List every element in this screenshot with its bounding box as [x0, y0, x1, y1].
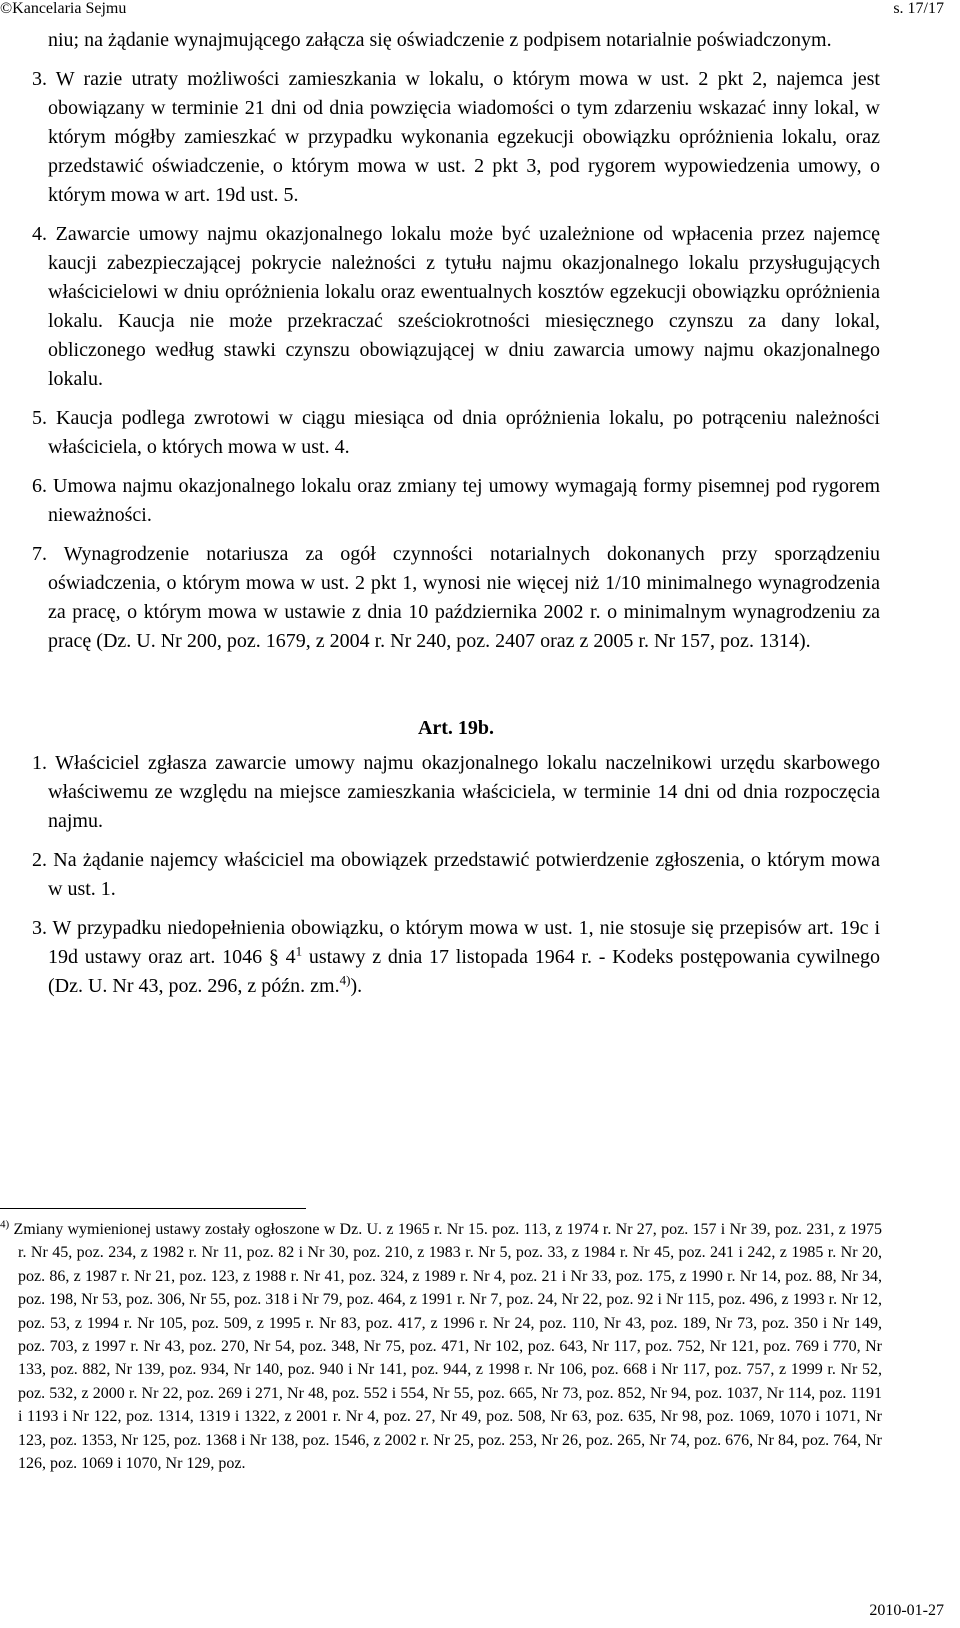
- paragraph-4: 4. Zawarcie umowy najmu okazjonalnego lokalu może być uzależnione od wpłacenia przez najemcę kaucji zabezpieczającej pokrycie należności z tytułu najmu okazjonalnego lokalu przysługujących właścicielowi w dniu opróżnienia lokalu oraz ewentualnych kosztów egzekucji obowiązku opróżnienia lokalu. Kaucja nie może przekraczać sześciokrotności miesięcznego czynszu za dany lokal, obliczonego według stawki czynszu obowiązującej w dniu zawarcia umowy najmu okazjonalnego lokalu.: [32, 223, 880, 390]
- article-19b-paragraph-3: [32, 914, 880, 1001]
- copyright-label: ©Kancelaria Sejmu: [0, 0, 127, 17]
- document-body: [32, 26, 880, 1001]
- page-header: [0, 0, 960, 22]
- paragraph-6: 6. Umowa najmu okazjonalnego lokalu oraz zmiany tej umowy wymagają formy pisemnej pod rygorem nieważności.: [32, 475, 880, 526]
- footnote-text: Zmiany wymienionej ustawy zostały ogłoszone w Dz. U. z 1965 r. Nr 15. poz. 113, z 1974 r. Nr 27, poz. 157 i Nr 39, poz. 231, z 1975 r. Nr 45, poz. 234, z 1982 r. Nr 11, poz. 82 i Nr 30, poz. 210, z 1983 r. Nr 5, poz. 33, z 1984 r. Nr 45, poz. 241 i 242, z 1985 r. Nr 20, poz. 86, z 1987 r. Nr 21, poz. 123, z 1988 r. Nr 41, poz. 324, z 1989 r. Nr 4, poz. 21 i Nr 33, poz. 175, z 1990 r. Nr 14, poz. 88, Nr 34, poz. 198, Nr 53, poz. 306, Nr 55, poz. 318 i Nr 79, poz. 464, z 1991 r. Nr 7, poz. 24, Nr 22, poz. 92 i Nr 115, poz. 496, z 1993 r. Nr 12, poz. 53, z 1994 r. Nr 105, poz. 509, z 1995 r. Nr 83, poz. 417, z 1996 r. Nr 24, poz. 110, Nr 43, poz. 189, Nr 73, poz. 350 i Nr 149, poz. 703, z 1997 r. Nr 43, poz. 270, Nr 54, poz. 348, Nr 75, poz. 471, Nr 102, poz. 643, Nr 117, poz. 752, Nr 121, poz. 769 i 770, Nr 133, poz. 882, Nr 139, poz. 934, Nr 140, poz. 940 i Nr 141, poz. 944, z 1998 r. Nr 106, poz. 668 i Nr 117, poz. 757, z 1999 r. Nr 52, poz. 532, z 2000 r. Nr 22, poz. 269 i 271, Nr 48, poz. 552 i 554, Nr 55, poz. 665, Nr 73, poz. 852, Nr 94, poz. 1037, Nr 114, poz. 1191 i 1193 i Nr 122, poz. 1314, 1319 i 1322, z 2001 r. Nr 4, poz. 27, Nr 49, poz. 508, Nr 63, poz. 635, Nr 98, poz. 1069, 1070 i 1071, Nr 123, poz. 1353, Nr 125, poz. 1368 i Nr 138, poz. 1546, z 2002 r. Nr 25, poz. 253, Nr 26, poz. 265, Nr 74, poz. 676, Nr 84, poz. 764, Nr 126, poz. 1069 i 1070, Nr 129, poz.: [9, 1221, 882, 1473]
- paragraph-3: 3. W razie utraty możliwości zamieszkania w lokalu, o którym mowa w ust. 2 pkt 2, najemca jest obowiązany w terminie 21 dni od dnia powzięcia wiadomości o tym zdarzeniu wskazać inny lokal, w którym mógłby zamieszkać w przypadku wykonania egzekucji obowiązku opróżnienia lokalu, oraz przedstawić oświadczenie, o którym mowa w ust. 2 pkt 3, pod rygorem wypowiedzenia umowy, o którym mowa w art. 19d ust. 5.: [32, 68, 880, 206]
- footnote: [0, 1218, 882, 1475]
- document-date: 2010-01-27: [869, 1602, 944, 1619]
- footnote-ref-4: 4): [339, 972, 351, 988]
- paragraph-3-text-a: 3. W przypadku niedopełnienia obowiązku, o którym mowa w ust. 1, nie stosuje się przepisów art. 19c i 19d ustawy oraz art. 1046 § 4: [32, 917, 880, 968]
- paragraph-3-text-b: ustawy z dnia 17 listopada 1964 r. - Kodeks postępowania cywilnego (Dz. U. Nr 43, poz. 296, z późn. zm.: [48, 946, 881, 997]
- footnote-marker: 4): [0, 1218, 10, 1231]
- article-19b-paragraph-1: 1. Właściciel zgłasza zawarcie umowy najmu okazjonalnego lokalu naczelnikowi urzędu skarbowego właściwemu ze względu na miejsce zamieszkania właściciela, w terminie 14 dni od dnia rozpoczęcia najmu.: [32, 752, 880, 832]
- paragraph-7: 7. Wynagrodzenie notariusza za ogół czynności notarialnych dokonanych przy sporządzeniu oświadczenia, o którym mowa w ust. 2 pkt 1, wynosi nie więcej niż 1/10 minimalnego wynagrodzenia za pracę, o którym mowa w ustawie z dnia 10 października 2002 r. o minimalnym wynagrodzeniu za pracę (Dz. U. Nr 200, poz. 1679, z 2004 r. Nr 240, poz. 2407 oraz z 2005 r. Nr 157, poz. 1314).: [32, 543, 880, 652]
- paragraph-3-text-c: ).: [350, 975, 363, 997]
- paragraph-continuation: niu; na żądanie wynajmującego załącza się oświadczenie z podpisem notarialnie poświadczonym.: [48, 29, 832, 51]
- footnote-separator: [0, 1208, 306, 1209]
- article-19b-paragraph-2: 2. Na żądanie najemcy właściciel ma obowiązek przedstawić potwierdzenie zgłoszenia, o którym mowa w ust. 1.: [32, 849, 880, 900]
- paragraph-5: 5. Kaucja podlega zwrotowi w ciągu miesiąca od dnia opróżnienia lokalu, po potrąceniu należności właściciela, o których mowa w ust. 4.: [32, 407, 880, 458]
- superscript-1: 1: [295, 943, 303, 959]
- article-title: Art. 19b.: [417, 717, 495, 739]
- page-number: s. 17/17: [893, 0, 944, 17]
